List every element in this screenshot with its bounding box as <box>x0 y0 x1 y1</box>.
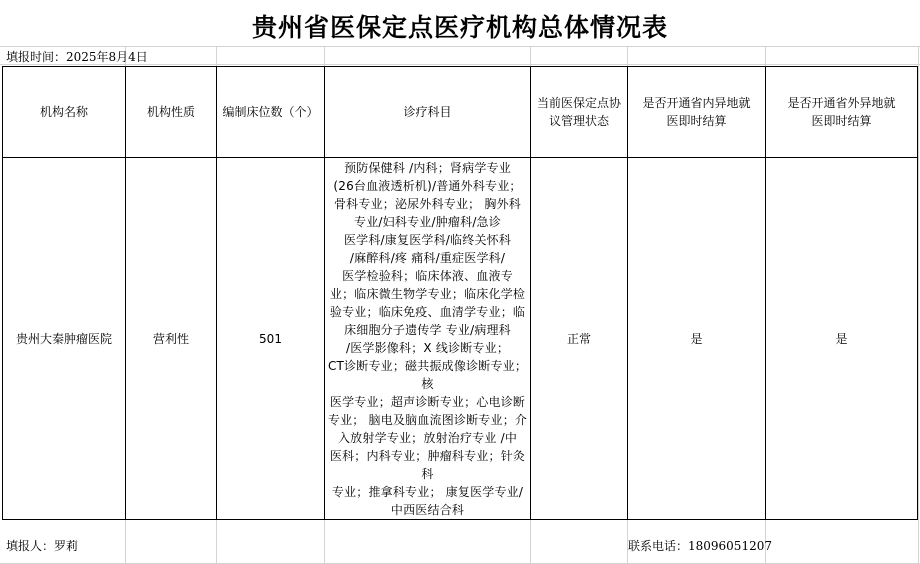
page-title: 贵州省医保定点医疗机构总体情况表 <box>251 13 668 42</box>
header-name: 机构名称 <box>3 67 126 158</box>
project-line: 专业；推拿科专业； 康复医学专业/ <box>331 484 524 499</box>
project-line: 医科；内科专业；肿瘤科专业；针灸科 <box>329 448 526 481</box>
project-line: (26台血液透析机)/普通外科专业； <box>333 178 522 193</box>
project-line: 专业； 脑电及脑血流图诊断专业；介 <box>327 412 528 427</box>
cell-out-province: 是 <box>766 158 918 520</box>
institution-table <box>2 66 918 520</box>
project-line: 预防保健科 /内科；肾病学专业 <box>344 160 511 175</box>
project-line: 医学检验科；临床体液、血液专 <box>342 268 513 283</box>
fill-date: 填报时间：2025年8月4日 <box>6 50 148 64</box>
project-line: 入放射学专业；放射治疗专业 /中 <box>337 430 518 445</box>
project-line: CT诊断专业；磁共振成像诊断专业；核 <box>327 358 528 391</box>
project-line: 业；临床微生物学专业；临床化学检 <box>329 286 526 301</box>
project-line: 骨科专业；泌尿外科专业； 胸外科 <box>333 196 522 211</box>
project-line: /医学影像科；X 线诊断专业； <box>345 340 510 355</box>
project-line: /麻醉科/疼 痛科/重症医学科/ <box>349 250 506 265</box>
project-line: 中西医结合科 <box>390 502 465 517</box>
cell-nature: 营利性 <box>126 158 217 520</box>
cell-projects <box>325 158 531 520</box>
grid-line <box>0 46 920 47</box>
project-line: 床细胞分子遗传学 专业/病理科 <box>344 322 511 337</box>
header-projects: 诊疗科目 <box>325 67 531 158</box>
cell-name: 贵州大秦肿瘤医院 <box>3 158 126 520</box>
project-line: 医学专业；超声诊断专业；心电诊断 <box>329 394 526 409</box>
contact-phone: 联系电话：18096051207 <box>628 539 772 553</box>
header-nature: 机构性质 <box>126 67 217 158</box>
header-status: 当前医保定点协议管理状态 <box>531 67 628 158</box>
cell-in-province: 是 <box>628 158 766 520</box>
grid-line <box>918 46 919 564</box>
header-in-province: 是否开通省内异地就医即时结算 <box>628 67 766 158</box>
header-out-province: 是否开通省外异地就医即时结算 <box>766 67 918 158</box>
cell-beds: 501 <box>217 158 325 520</box>
cell-status: 正常 <box>531 158 628 520</box>
table-row <box>3 158 918 520</box>
header-beds: 编制床位数（个） <box>217 67 325 158</box>
header-row <box>3 67 918 158</box>
project-line: 医学科/康复医学科/临终关怀科 <box>343 232 512 247</box>
reporter: 填报人：罗莉 <box>6 539 79 553</box>
project-line: 验专业；临床免疫、血清学专业；临 <box>329 304 526 319</box>
project-line: 专业/妇科专业/肿瘤科/急诊 <box>354 214 501 229</box>
